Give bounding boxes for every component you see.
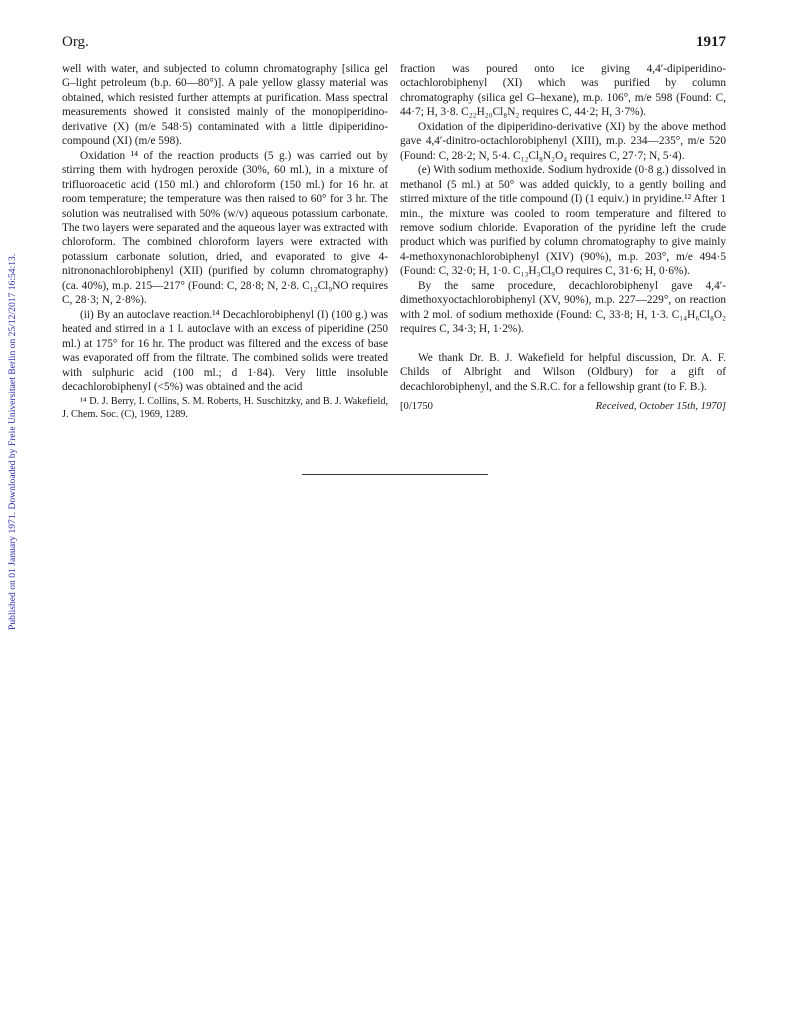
right-column bbox=[400, 62, 726, 414]
paragraph: (ii) By an autoclave reaction.¹⁴ Decachlorobiphenyl (I) (100 g.) was heated and stirred in a 1 l. autoclave with an excess of piperidine (250 ml.) at 175° for 16 hr. The product was filtered and the excess of base was evaporated off from the filtrate. The combined solids were treated with sulphuric acid (100 ml.; d 1·84). Very little insoluble decachlorobiphenyl (<5%) was obtained and the acid bbox=[62, 308, 388, 393]
paragraph: Oxidation ¹⁴ of the reaction products (5 g.) was carried out by stirring them with hydrogen peroxide (30%, 60 ml.), in a mixture of trifluoroacetic acid (150 ml.) and chloroform (150 ml.) for 16 hr. at room temperature; the temperature was then raised to 60° for 3 hr. The solution was neutralised with 50% (w/v) aqueous potassium carbonate. The two layers were separated and the aqueous layer was extracted with chloroform. The combined chloroform layers were extracted with potassium carbonate solution, dried, and evaporated to give 4-nitrononachlorobiphenyl (XII) (purified by column chromatography) (ca. 40%), m.p. 215—217° (Found: C, 28·8; N, 2·8. C₁₂Cl₉NO requires C, 28·3; N, 2·8%). bbox=[62, 149, 388, 307]
acknowledgement: We thank Dr. B. J. Wakefield for helpful discussion, Dr. A. F. Childs of Albright and Wilson (Oldbury) for a gift of decachlorobiphenyl, and the S.R.C. for a fellowship grant (to F. B.). bbox=[400, 351, 726, 393]
paragraph: well with water, and subjected to column chromatography [silica gel G–light petroleum (b.p. 60—80°)]. A pale yellow glassy material was obtained, which resisted further attempts at purification. Mass spectral measurements showed it consisted mainly of the monopiperidino-derivative (X) (m/e 548·5) contaminated with a little dipiperidino-compound (XI) (m/e 598). bbox=[62, 63, 388, 148]
received-date: Received, October 15th, 1970] bbox=[595, 400, 726, 412]
footnote: ¹⁴ D. J. Berry, I. Collins, S. M. Roberts, H. Suschitzky, and B. J. Wakefield, J. Chem. Soc. (C), 1969, 1289. bbox=[62, 396, 388, 421]
reference-line bbox=[400, 400, 726, 414]
left-column bbox=[62, 62, 388, 421]
section-gap bbox=[400, 337, 726, 351]
download-note[interactable]: Published on 01 January 1971. Downloaded by Freie Universitaet Berlin on 25/12/2017 16:54:13. bbox=[7, 253, 18, 630]
paragraph: By the same procedure, decachlorobiphenyl gave 4,4′-dimethoxyoctachlorobiphenyl (XV, 90%), m.p. 227—229°, on reaction with 2 mol. of sodium methoxide (Found: C, 33·8; H, 1·3. C₁₄H₆Cl₈O₂ requires C, 34·3; H, 1·2%). bbox=[400, 279, 726, 336]
end-rule bbox=[302, 474, 488, 475]
paragraph: Oxidation of the dipiperidino-derivative (XI) by the above method gave 4,4′-dinitro-octachlorobiphenyl (XIII), m.p. 234—235°, m/e 520 (Found: C, 28·2; N, 5·4. C₁₂Cl₈N₂O₄ requires C, 27·7; N, 5·4). bbox=[400, 120, 726, 162]
page-number: 1917 bbox=[696, 34, 726, 50]
paragraph: fraction was poured onto ice giving 4,4′-dipiperidino-octachlorobiphenyl (XI) which was purified by column chromatography (silica gel G–hexane), m.p. 106°, m/e 598 (Found: C, 44·7; H, 3·8. C₂₂H₂₀Cl₈N₂ requires C, 44·2; H, 3·7%). bbox=[400, 63, 726, 119]
running-head bbox=[62, 34, 726, 54]
reference-code: [0/1750 bbox=[400, 400, 433, 412]
journal-name: Org. bbox=[62, 34, 89, 50]
paragraph: (e) With sodium methoxide. Sodium hydroxide (0·8 g.) dissolved in methanol (5 ml.) at 50° was added quickly, to a gently boiling and stirred mixture of the title compound (I) (1 equiv.) in pryidine.¹² After 1 min., the mixture was cooled to room temperature and filtered to remove sodium chloride. Evaporation of the pyridine left the crude product which was purified by column chromatography to give mainly 4-methoxynonachlorobiphenyl (XIV) (90%), m.p. 203°, m/e 494·5 (Found: C, 32·0; H, 1·0. C₁₃H₃Cl₉O requires C, 31·6; H, 0·6%). bbox=[400, 164, 726, 278]
